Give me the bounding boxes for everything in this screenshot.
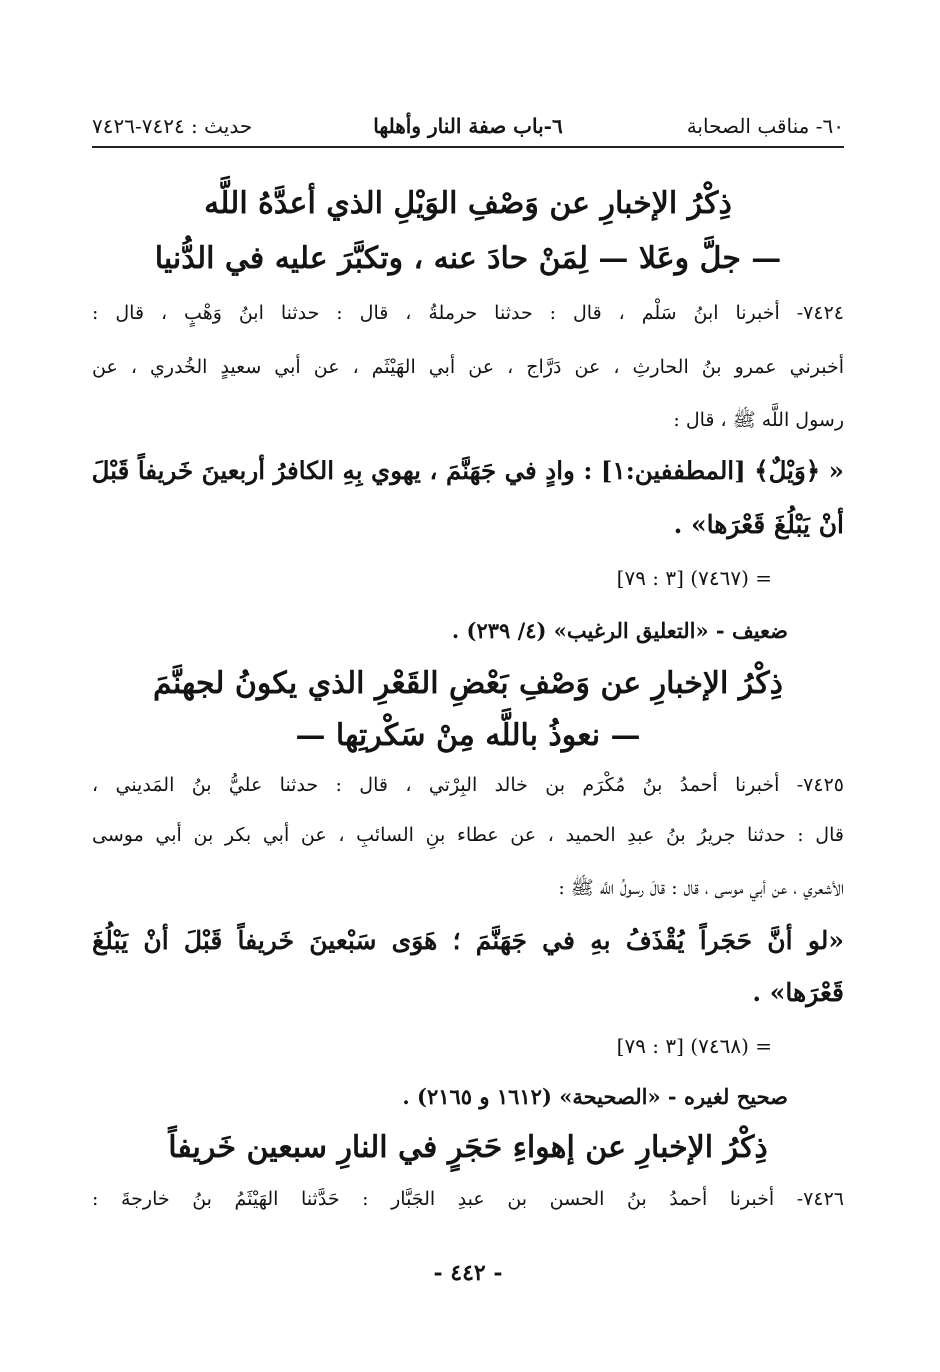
section-title: ذِكْرُ الإخبارِ عن وَصْفِ الوَيْلِ الذي أعدَّهُ اللَّه bbox=[204, 186, 732, 221]
header-section: ٦-باب صفة النار وأهلها bbox=[373, 114, 563, 138]
hadith-7424-reference: = (٧٤٦٧) [٣ : ٧٩] bbox=[616, 566, 772, 590]
section-title-continued: — جلَّ وعَلا — لِمَنْ حادَ عنه ، وتكبَّرَ عليه في الدُّنيا bbox=[154, 241, 782, 276]
hadith-7425-grading: صحيح لغيره - «الصحيحة» (١٦١٢ و ٢١٦٥) . bbox=[402, 1084, 788, 1109]
hadith-7426-chain-line: ٧٤٢٦- أخبرنا أحمدُ بنُ الحسن بن عبدِ الجَبَّار : حَدَّثنا الهَيْثَمُ بنُ خارجةَ : bbox=[92, 1188, 844, 1210]
hadith-7425-text: «لو أنَّ حَجَراً يُقْذَفُ بهِ في جَهَنَّمَ ؛ هَوَى سَبْعينَ خَريفاً قَبْلَ أنْ يَبْلُغَ bbox=[92, 926, 844, 955]
header-hadith-range: حديث : ٧٤٢٤-٧٤٢٦ bbox=[92, 114, 253, 138]
hadith-7424-chain-line: أخبرني عمرو بنُ الحارثِ ، عن دَرَّاج ، عن أبي الهَيْثَم ، عن أبي سعيدٍ الخُدري ، عن bbox=[92, 356, 844, 378]
running-header bbox=[92, 110, 844, 144]
hadith-7424-chain-line: رسول اللَّه ﷺ ، قال : bbox=[673, 409, 844, 431]
page-number: - ٤٤٢ - bbox=[433, 1260, 503, 1286]
header-chapter: ٦٠- مناقب الصحابة bbox=[686, 114, 844, 138]
hadith-7425-chain-line: ٧٤٢٥- أخبرنا أحمدُ بنُ مُكْرَم بن خالد البِرْتي ، قال : حدثنا عليُّ بنُ المَديني ، bbox=[92, 774, 844, 796]
hadith-7424-text: أنْ يَبْلُغَ قَعْرَها» . bbox=[673, 510, 844, 539]
hadith-7424-grading: ضعيف - «التعليق الرغيب» (٤/ ٢٣٩) . bbox=[451, 618, 788, 643]
book-page bbox=[92, 100, 844, 1330]
section-title: ذِكْرُ الإخبارِ عن إهواءِ حَجَرٍ في النارِ سبعين خَريفاً bbox=[168, 1130, 768, 1165]
hadith-7425-chain-line: الأشعري ، عن أبي موسى ، قال : قالَ رسولُ اللَّه ﷺ : bbox=[558, 877, 844, 899]
hadith-7425-reference: = (٧٤٦٨) [٣ : ٧٩] bbox=[616, 1034, 772, 1058]
section-title: ذِكْرُ الإخبارِ عن وَصْفِ بَعْضِ القَعْرِ الذي يكونُ لجهنَّمَ bbox=[153, 666, 783, 701]
section-title-continued: — نعوذُ باللَّه مِنْ سَكْرتِها — bbox=[295, 718, 641, 753]
hadith-7425-text: قَعْرَها» . bbox=[752, 978, 844, 1007]
header-rule bbox=[92, 146, 844, 148]
hadith-7425-chain-line: قال : حدثنا جريرُ بنُ عبدِ الحميد ، عن عطاء بنِ السائبِ ، عن أبي بكر بن أبي موسى bbox=[92, 824, 844, 846]
hadith-7424-text: « ﴿وَيْلٌ﴾ [المطففين:١] : وادٍ في جَهَنَّمَ ، يهوي بِهِ الكافرُ أربعينَ خَريفاً قَبْلَ bbox=[91, 456, 844, 485]
hadith-7424-chain-line: ٧٤٢٤- أخبرنا ابنُ سَلْم ، قال : حدثنا حرملةُ ، قال : حدثنا ابنُ وَهْبٍ ، قال : bbox=[92, 302, 844, 324]
